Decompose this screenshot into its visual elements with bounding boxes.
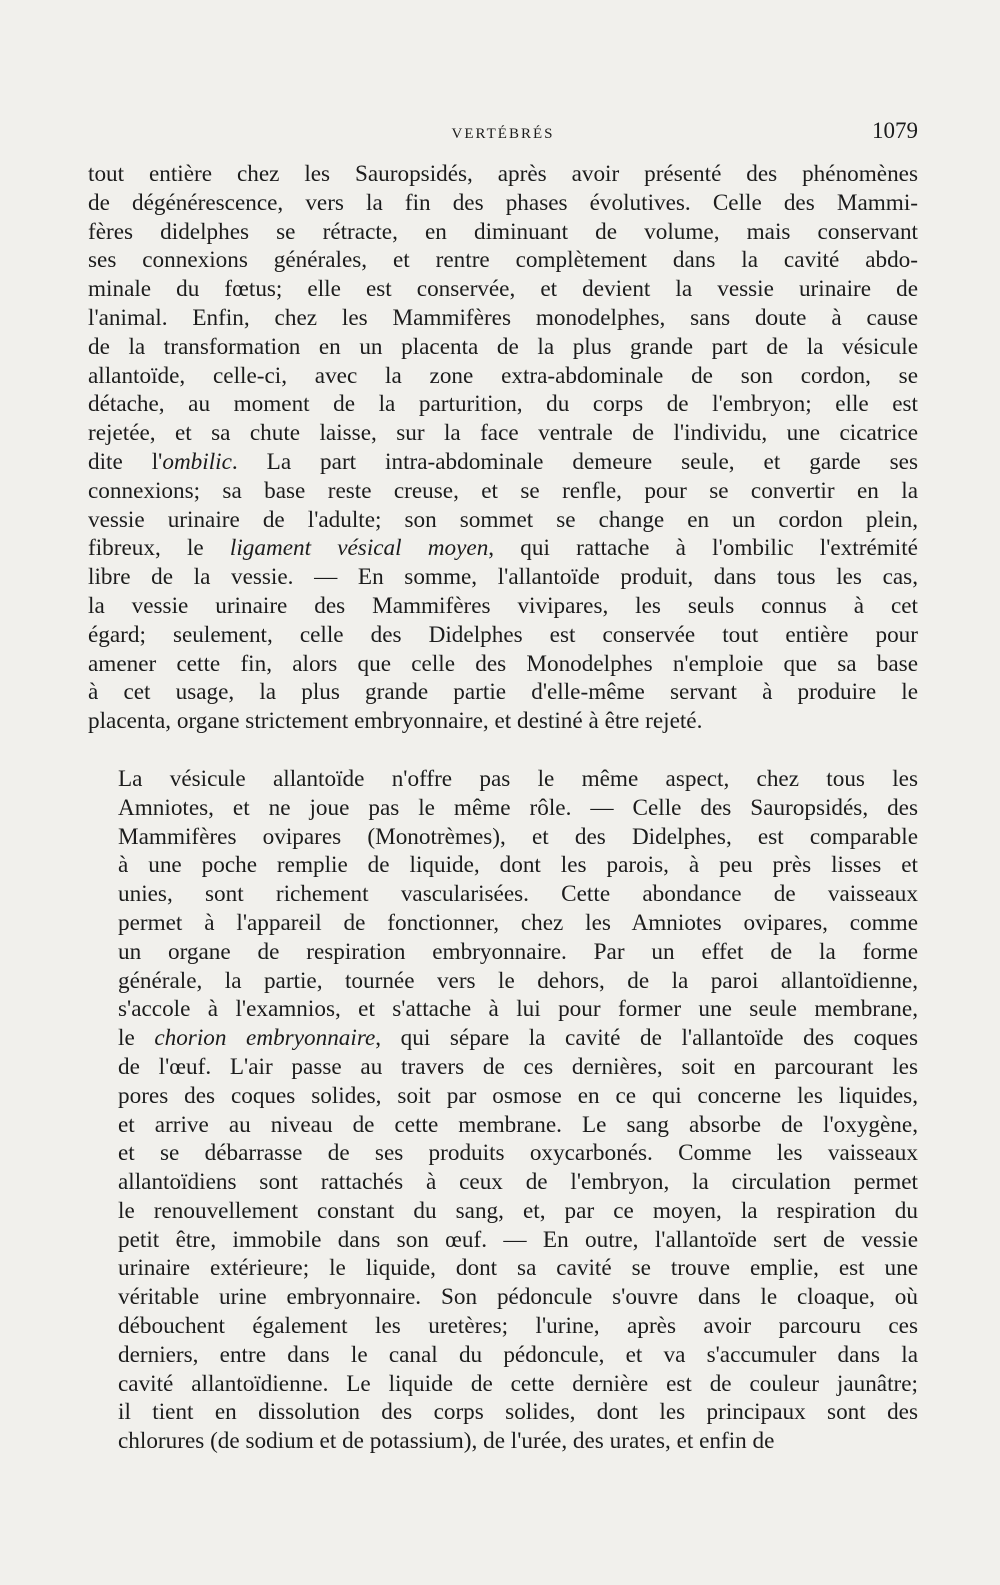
text-line: s'accole à l'examnios, et s'attache à lui pour former une seule membrane, — [118, 996, 918, 1023]
text-line: tout entière chez les Sauropsidés, après avoir présenté des phénomènes — [88, 161, 918, 187]
text-line: Amniotes, et ne joue pas le même rôle. — Celle des Sauropsidés, des — [118, 794, 918, 821]
text-line: et se débarrasse de ses produits oxycarbonés. Comme les vaisseaux — [118, 1140, 918, 1167]
text-line: ses connexions générales, et rentre complètement dans la cavité abdo- — [88, 247, 918, 274]
text-line: l'animal. Enfin, chez les Mammifères monodelphes, sans doute à cause — [88, 304, 918, 331]
text-line: derniers, entre dans le canal du pédoncule, et va s'accumuler dans la — [118, 1341, 918, 1368]
text-line: unies, sont richement vascularisées. Cette abondance de vaisseaux — [118, 881, 918, 908]
text-line: de la transformation en un placenta de la plus grande part de la vésicule — [88, 333, 918, 360]
italic-term: chorion embryonnaire — [154, 1025, 376, 1052]
text-line: véritable urine embryonnaire. Son pédoncule s'ouvre dans le cloaque, où — [118, 1284, 918, 1311]
text-line: libre de la vessie. — En somme, l'allantoïde produit, dans tous les cas, — [88, 564, 918, 591]
text-line: Mammifères ovipares (Monotrèmes), et des Didelphes, est comparable — [118, 823, 918, 850]
italic-term: ligament vésical moyen — [229, 535, 489, 562]
text-line: à cet usage, la plus grande partie d'elle-même servant à produire le — [88, 679, 918, 706]
text-line: connexions; sa base reste creuse, et se renfle, pour se convertir en la — [88, 477, 918, 504]
text-line: fères didelphes se rétracte, en diminuant de volume, mais conservant — [88, 218, 918, 245]
text-line: débouchent également les uretères; l'urine, après avoir parcouru ces — [118, 1313, 918, 1340]
body-text — [88, 160, 918, 1456]
paragraph — [88, 765, 918, 1456]
text-line: le chorion embryonnaire, qui sépare la cavité de l'allantoïde des coques — [118, 1025, 918, 1052]
page-number: 1079 — [872, 118, 918, 143]
text-line: égard; seulement, celle des Didelphes est conservée tout entière pour — [88, 621, 918, 648]
text-line: fibreux, le ligament vésical moyen, qui rattache à l'ombilic l'extrémité — [88, 535, 918, 562]
text-line: allantoïde, celle-ci, avec la zone extra-abdominale de son cordon, se — [88, 362, 918, 389]
text-line: la vessie urinaire des Mammifères vivipares, les seuls connus à cet — [88, 592, 918, 619]
text-line: dite l'ombilic. La part intra-abdominale demeure seule, et garde ses — [88, 448, 919, 475]
text-line: générale, la partie, tournée vers le dehors, de la paroi allantoïdienne, — [118, 967, 918, 994]
text-line: il tient en dissolution des corps solides, dont les principaux sont des — [118, 1399, 918, 1426]
text-line: un organe de respiration embryonnaire. Par un effet de la forme — [118, 938, 918, 965]
italic-term: ombilic — [162, 448, 232, 475]
running-title: VERTÉBRÉS — [451, 126, 555, 142]
text-line: et arrive au niveau de cette membrane. Le sang absorbe de l'oxygène, — [118, 1111, 918, 1138]
text-line: La vésicule allantoïde n'offre pas le même aspect, chez tous les — [118, 765, 918, 792]
text-line: petit être, immobile dans son œuf. — En outre, l'allantoïde sert de vessie — [118, 1226, 918, 1253]
page-header — [88, 118, 918, 152]
text-line: minale du fœtus; elle est conservée, et devient la vessie urinaire de — [88, 276, 918, 303]
text-line: détache, au moment de la parturition, du corps de l'embryon; elle est — [88, 391, 918, 418]
text-line: cavité allantoïdienne. Le liquide de cette dernière est de couleur jaunâtre; — [118, 1370, 918, 1397]
text-line: le renouvellement constant du sang, et, par ce moyen, la respiration du — [118, 1197, 918, 1224]
text-line: urinaire extérieure; le liquide, dont sa cavité se trouve emplie, est une — [118, 1255, 918, 1282]
text-line: placenta, organe strictement embryonnaire, et destiné à être rejeté. — [88, 708, 703, 735]
text-line: de dégénérescence, vers la fin des phases évolutives. Celle des Mammi- — [88, 189, 918, 216]
text-line: de l'œuf. L'air passe au travers de ces dernières, soit en parcourant les — [118, 1053, 918, 1080]
text-line: pores des coques solides, soit par osmose en ce qui concerne les liquides, — [118, 1082, 918, 1109]
text-line: à une poche remplie de liquide, dont les parois, à peu près lisses et — [118, 852, 918, 879]
paragraph — [88, 160, 918, 736]
text-line: permet à l'appareil de fonctionner, chez les Amniotes ovipares, comme — [118, 909, 918, 936]
text-line: rejetée, et sa chute laisse, sur la face ventrale de l'individu, une cicatrice — [88, 420, 918, 447]
text-line: chlorures (de sodium et de potassium), de l'urée, des urates, et enfin de — [118, 1428, 775, 1455]
text-line: amener cette fin, alors que celle des Monodelphes n'emploie que sa base — [88, 650, 918, 677]
text-line: vessie urinaire de l'adulte; son sommet se change en un cordon plein, — [88, 506, 918, 533]
text-line: allantoïdiens sont rattachés à ceux de l'embryon, la circulation permet — [118, 1169, 918, 1196]
